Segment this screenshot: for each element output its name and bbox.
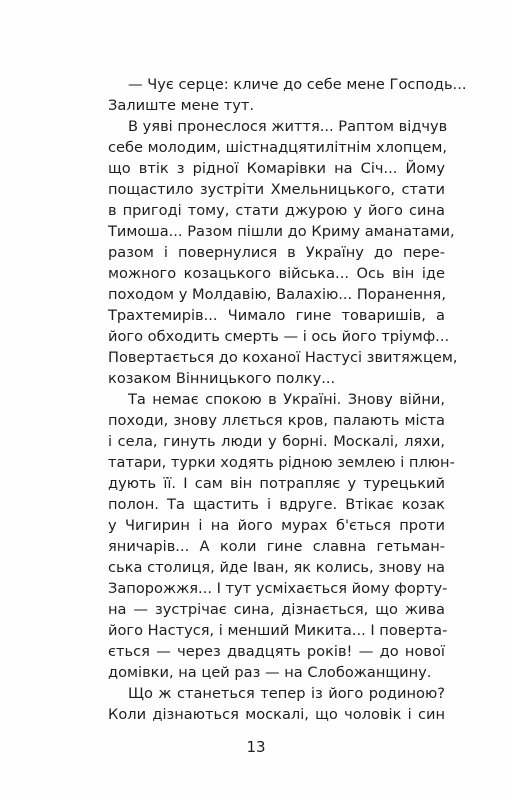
- text-line: татари, турки ходять рідною землею і плюн-: [108, 454, 455, 471]
- text-line: і села, гинуть люди у борні. Москалі, ляхи,: [108, 433, 445, 450]
- page-number: 13: [246, 738, 266, 756]
- text-line: себе молодим, шістнадцятилітнім хлопцем,: [108, 139, 448, 156]
- text-line: ська столиця, йде Іван, як колись, знову на: [108, 559, 445, 576]
- text-line: що втік з рідної Комарівки на Січ... Йому: [108, 160, 445, 177]
- text-line: В уяві пронеслося життя... Раптом відчув: [128, 118, 448, 135]
- text-line: Коли дізнаються москалі, що чоловік і син: [108, 706, 445, 723]
- text-line: походом у Молдавію, Валахію... Поранення,: [108, 286, 446, 303]
- text-line: яничарів... А коли гине славна гетьман-: [108, 538, 445, 555]
- text-line: у Чигирин і на його мурах б'ється проти: [108, 517, 445, 534]
- text-line: Та немає спокою в Україні. Знову війни,: [128, 391, 445, 408]
- text-line: козаком Вінницького полку...: [108, 370, 336, 387]
- text-line: його обходить смерть — і ось його тріумф...: [108, 328, 450, 345]
- text-line: походи, знову ллється кров, палають міста: [108, 412, 445, 429]
- text-line: можного козацького війська... Ось він іде: [108, 265, 445, 282]
- paragraph-2: [88, 116, 458, 389]
- text-line: Повертається до коханої Настусі звитяжцем,: [108, 349, 458, 366]
- text-line: Трахтемирів... Чимало гине товаришів, а: [108, 307, 445, 324]
- text-line: пощастило зустріти Хмельницького, стати: [108, 181, 445, 198]
- text-line: — Чує серце: кличе до себе мене Господь...: [128, 76, 467, 93]
- text-line: Залиште мене тут.: [108, 97, 255, 114]
- text-line: Що ж станеться тепер із його родиною?: [128, 685, 445, 702]
- text-line: його Настуся, і менший Микита... І поверта-: [108, 622, 448, 639]
- text-line: в пригоді тому, стати джурою у його сина: [108, 202, 445, 219]
- text-line: Запорожжя... І тут усміхається йому форту-: [108, 580, 448, 597]
- text-line: на — зустрічає сина, дізнається, що жива: [108, 601, 445, 618]
- paragraph-3: [88, 389, 455, 683]
- paragraph-4: [88, 683, 445, 725]
- body-text: [88, 74, 467, 725]
- text-line: полон. Та щастить і вдруге. Втікає козак: [108, 496, 445, 513]
- text-line: домівки, на цей раз — на Слобожанщину.: [108, 664, 432, 681]
- paragraph-1: [88, 74, 467, 116]
- text-line: Тимоша... Разом пішли до Криму аманатами,: [108, 223, 455, 240]
- text-line: дують її. І сам він потрапляє у турецький: [108, 475, 445, 492]
- text-line: ється — через двадцять років! — до нової: [108, 643, 445, 660]
- text-line: разом і повернулися в Україну до пере-: [108, 244, 445, 261]
